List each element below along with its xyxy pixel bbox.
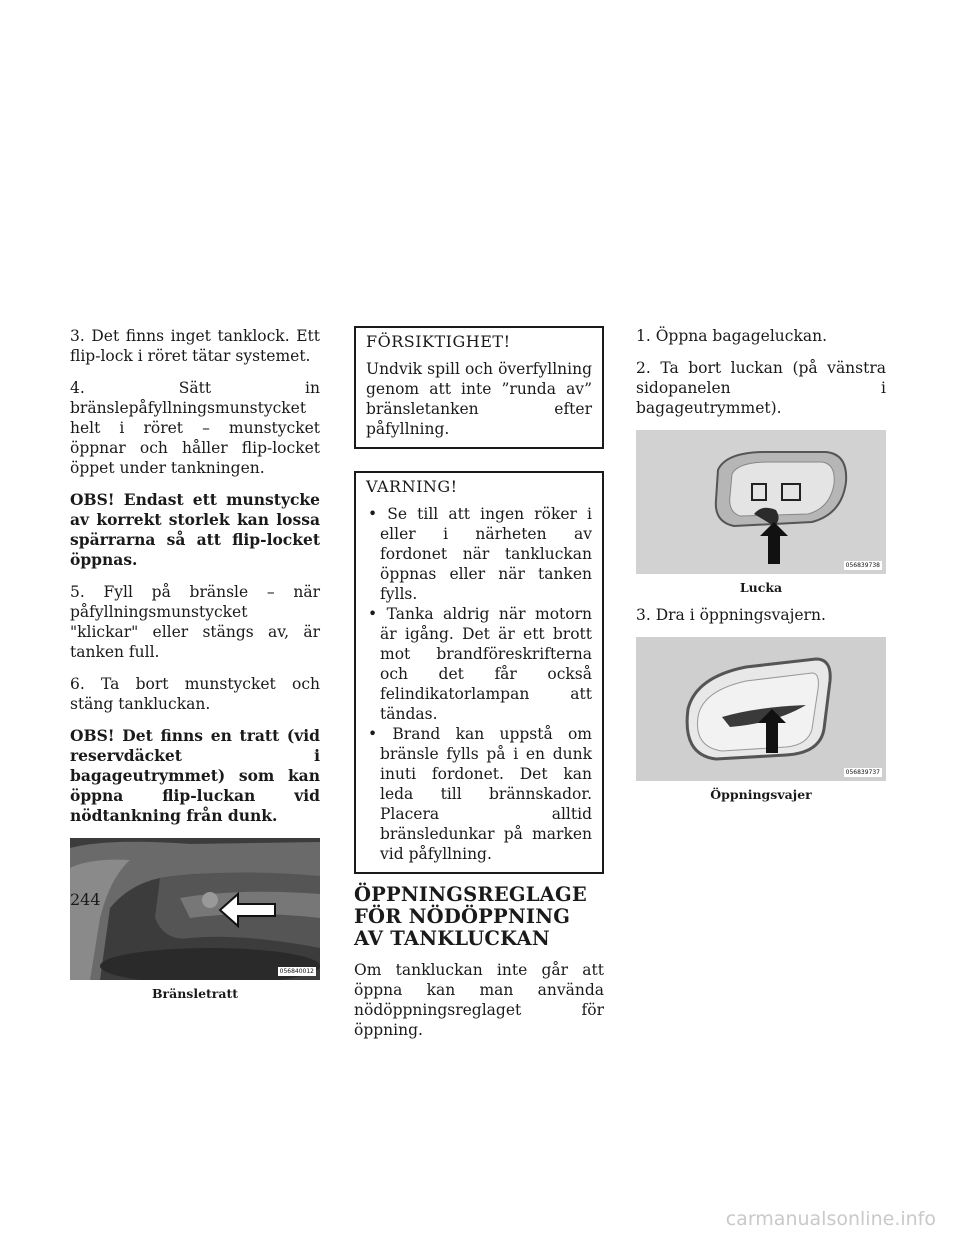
oppningsvajer-image xyxy=(636,637,886,781)
oppningsvajer-illustration xyxy=(636,637,886,781)
step-5-text: 5. Fyll på bränsle – när påfyllningsmunstycket "klickar" eller stängs av, är tanken full. xyxy=(70,583,320,661)
warning-item: • Brand kan uppstå om bränsle fylls på i en dunk inuti fordonet. Det kan leda till brännskador. Placera alltid bränsledunkar på marken vid påfyllning. xyxy=(366,724,592,864)
figure-oppningsvajer xyxy=(636,637,886,802)
step-6-text: 6. Ta bort munstycket och stäng tankluckan. xyxy=(70,675,320,713)
lucka-image xyxy=(636,430,886,574)
caution-title: FÖRSIKTIGHET! xyxy=(366,332,511,351)
figure-code: 056839738 xyxy=(845,562,880,569)
figure-code: 056839737 xyxy=(845,769,880,776)
step-3-text: 3. Det finns inget tanklock. Ett flip-lock i röret tätar systemet. xyxy=(70,327,320,365)
figure-caption: Lucka xyxy=(739,580,783,595)
step-3-text: 3. Dra i öppningsvajern. xyxy=(636,606,826,624)
figure-caption: Öppningsvajer xyxy=(710,787,812,802)
section-text: Om tankluckan inte går att öppna kan man använda nödöppningsreglaget för öppning. xyxy=(354,961,604,1039)
figure-fuel-funnel xyxy=(70,838,320,1001)
column-right xyxy=(636,326,886,802)
fuel-funnel-image xyxy=(70,838,320,980)
lucka-illustration xyxy=(636,430,886,574)
warning-title: VARNING! xyxy=(366,477,458,496)
section-title: ÖPPNINGSREGLAGE FÖR NÖDÖPPNING AV TANKLUCKAN xyxy=(354,883,587,950)
warning-box xyxy=(354,471,604,874)
column-middle xyxy=(354,326,604,1052)
step-4-text: 4. Sätt in bränslepåfyllningsmunstycket helt i röret – munstycket öppnar och håller flip-locket öppet under tankningen. xyxy=(70,379,320,477)
watermark: carmanualsonline.info xyxy=(725,1208,936,1230)
step-2-text: 2. Ta bort luckan (på vänstra sidopanelen i bagageutrymmet). xyxy=(636,359,886,417)
figure-code: 056840012 xyxy=(279,968,314,975)
warning-item: • Se till att ingen röker i eller i närheten av fordonet när tankluckan öppnas eller när tanken fylls. xyxy=(366,504,592,604)
warning-list xyxy=(366,504,592,864)
figure-lucka xyxy=(636,430,886,595)
column-left xyxy=(70,326,320,1001)
note-funnel: OBS! Det finns en tratt (vid reservdäcket i bagageutrymmet) som kan öppna flip-luckan vid nödtankning från dunk. xyxy=(70,726,320,825)
caution-text: Undvik spill och överfyllning genom att inte ”runda av” bränsletanken efter påfyllning. xyxy=(366,360,592,438)
warning-item: • Tanka aldrig när motorn är igång. Det är ett brott mot brandföreskrifterna och det får också felindikatorlampan att tändas. xyxy=(366,604,592,724)
page-number: 244 xyxy=(70,890,101,909)
caution-box xyxy=(354,326,604,449)
fuel-funnel-illustration xyxy=(70,838,320,980)
note-nozzle: OBS! Endast ett munstycke av korrekt storlek kan lossa spärrarna så att flip-locket öppnas. xyxy=(70,490,320,569)
step-1-text: 1. Öppna bagageluckan. xyxy=(636,327,828,345)
figure-caption: Bränsletratt xyxy=(151,986,239,1001)
